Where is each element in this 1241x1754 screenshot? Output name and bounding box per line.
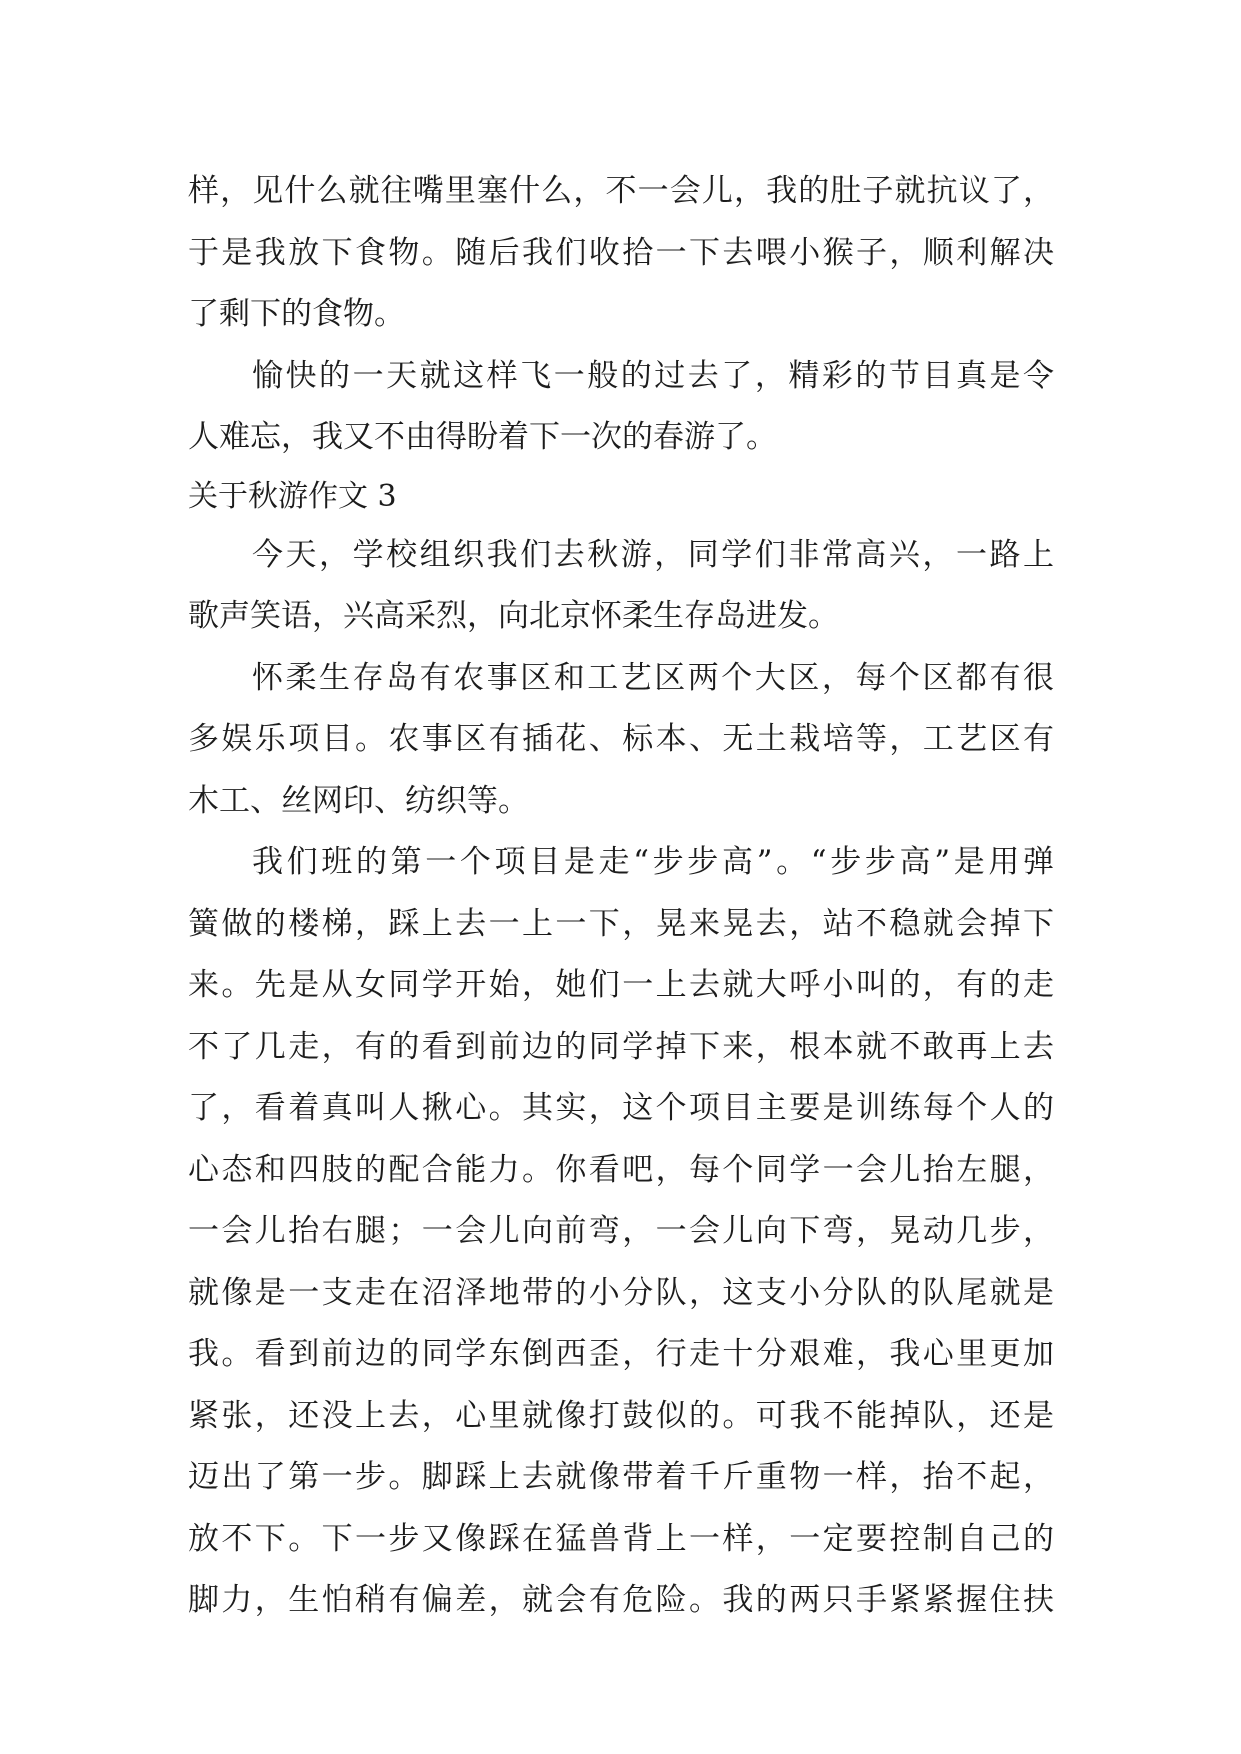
- text-line: 一会儿抬右腿；一会儿向前弯，一会儿向下弯，晃动几步，: [188, 1213, 1054, 1249]
- text-line: 紧张，还没上去，心里就像打鼓似的。可我不能掉队，还是: [188, 1397, 1054, 1434]
- section-heading: 关于秋游作文 3: [188, 478, 397, 514]
- text-line: 来。先是从女同学开始，她们一上去就大呼小叫的，有的走: [188, 967, 1054, 1003]
- text-line: 我。看到前边的同学东倒西歪，行走十分艰难，我心里更加: [188, 1336, 1054, 1372]
- text-line: 今天，学校组织我们去秋游，同学们非常高兴，一路上: [252, 536, 1054, 573]
- paragraph: [188, 525, 1054, 648]
- text-line: 放不下。下一步又像踩在猛兽背上一样，一定要控制自己的: [188, 1520, 1054, 1557]
- text-line: 不了几走，有的看到前边的同学掉下来，根本就不敢再上去: [188, 1028, 1054, 1065]
- text-line: 簧做的楼梯，踩上去一上一下，晃来晃去，站不稳就会掉下: [188, 905, 1054, 942]
- text-line: 木工、丝网印、纺织等。: [188, 782, 529, 819]
- paragraph: [188, 832, 1054, 1632]
- text-line: 样，见什么就往嘴里塞什么，不一会儿，我的肚子就抗议了，: [188, 173, 1054, 209]
- text-line: 了剩下的食物。: [188, 296, 405, 332]
- text-line: 就像是一支走在沼泽地带的小分队，这支小分队的队尾就是: [188, 1274, 1054, 1311]
- text-line: 迈出了第一步。脚踩上去就像带着千斤重物一样，抬不起，: [188, 1459, 1054, 1495]
- text-line: 怀柔生存岛有农事区和工艺区两个大区，每个区都有很: [252, 659, 1054, 696]
- text-line: 了，看着真叫人揪心。其实，这个项目主要是训练每个人的: [188, 1090, 1054, 1126]
- text-line: 人难忘，我又不由得盼着下一次的春游了。: [188, 419, 777, 455]
- paragraph: [188, 161, 1054, 346]
- text-line: 愉快的一天就这样飞一般的过去了，精彩的节目真是令: [252, 357, 1054, 394]
- text-line: 歌声笑语，兴高采烈，向北京怀柔生存岛进发。: [188, 598, 839, 634]
- text-line: 脚力，生怕稍有偏差，就会有危险。我的两只手紧紧握住扶: [188, 1582, 1054, 1618]
- text-line: 于是我放下食物。随后我们收拾一下去喂小猴子，顺利解决: [188, 234, 1054, 271]
- text-line: 心态和四肢的配合能力。你看吧，每个同学一会儿抬左腿，: [188, 1151, 1054, 1188]
- text-line: 我们班的第一个项目是走“步步高”。“步步高”是用弹: [252, 844, 1054, 880]
- paragraph: [188, 648, 1054, 833]
- document-body: [188, 161, 1054, 1632]
- paragraph: [188, 346, 1054, 469]
- text-line: 多娱乐项目。农事区有插花、标本、无土栽培等，工艺区有: [188, 721, 1054, 757]
